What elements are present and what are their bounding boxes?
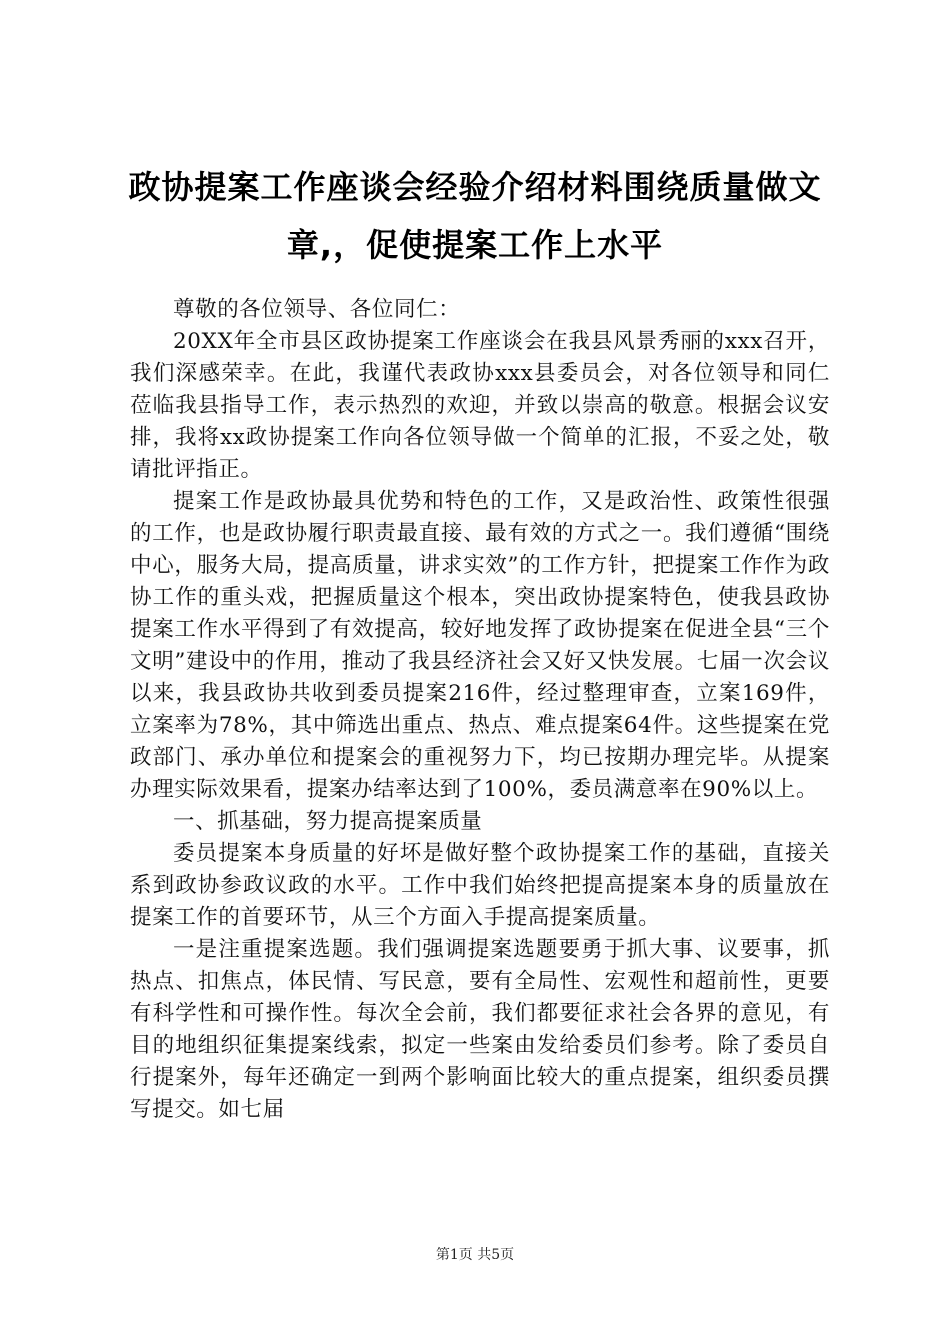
- paragraph-quality: 委员提案本身质量的好坏是做好整个政协提案工作的基础，直接关系到政协参政议政的水平。工作中我们始终把提高提案本身的质量放在提案工作的首要环节，从三个方面入手提高提案质量。: [130, 841, 830, 930]
- paragraph-overview: 提案工作是政协最具优势和特色的工作，又是政治性、政策性很强的工作，也是政协履行职责最直接、最有效的方式之一。我们遵循“围绕中心，服务大局，提高质量，讲求实效”的工作方针，把提案工作作为政协工作的重头戏，把握质量这个根本，突出政协提案特色，使我县政协提案工作水平得到了有效提高，较好地发挥了政协提案在促进全县“三个文明”建设中的作用，推动了我县经济社会又好又快发展。七届一次会议以来，我县政协共收到委员提案216件，经过整理审查，立案169件，立案率为78%，其中筛选出重点、热点、难点提案64件。这些提案在党政部门、承办单位和提案会的重视努力下，均已按期办理完毕。从提案办理实际效果看，提案办结率达到了100%，委员满意率在90%以上。: [130, 489, 830, 802]
- document-title: 政协提案工作座谈会经验介绍材料围绕质量做文章,，促使提案工作上水平: [128, 168, 822, 264]
- page-number-footer: 第1页 共5页: [435, 1247, 515, 1263]
- paragraph-topic-selection: 一是注重提案选题。我们强调提案选题要勇于抓大事、议要事，抓热点、扣焦点，体民情、写民意，要有全局性、宏观性和超前性，更要有科学性和可操作性。每次全会前，我们都要征求社会各界的意见，有目的地组织征集提案线索，拟定一些案由发给委员们参考。除了委员自行提案外，每年还确定一到两个影响面比较大的重点提案，组织委员撰写提交。如七届: [130, 937, 830, 1122]
- paragraph-salutation: 尊敬的各位领导、各位同仁：: [173, 297, 461, 322]
- section-heading-1: 一、抓基础，努力提高提案质量: [173, 809, 483, 834]
- document-body: [130, 294, 830, 1126]
- paragraph-intro: 20XX年全市县区政协提案工作座谈会在我县风景秀丽的xxx召开，我们深感荣幸。在此，我谨代表政协xxx县委员会，对各位领导和同仁莅临我县指导工作，表示热烈的欢迎，并致以崇高的敬意。根据会议安排，我将xx政协提案工作向各位领导做一个简单的汇报，不妥之处，敬请批评指正。: [130, 329, 830, 482]
